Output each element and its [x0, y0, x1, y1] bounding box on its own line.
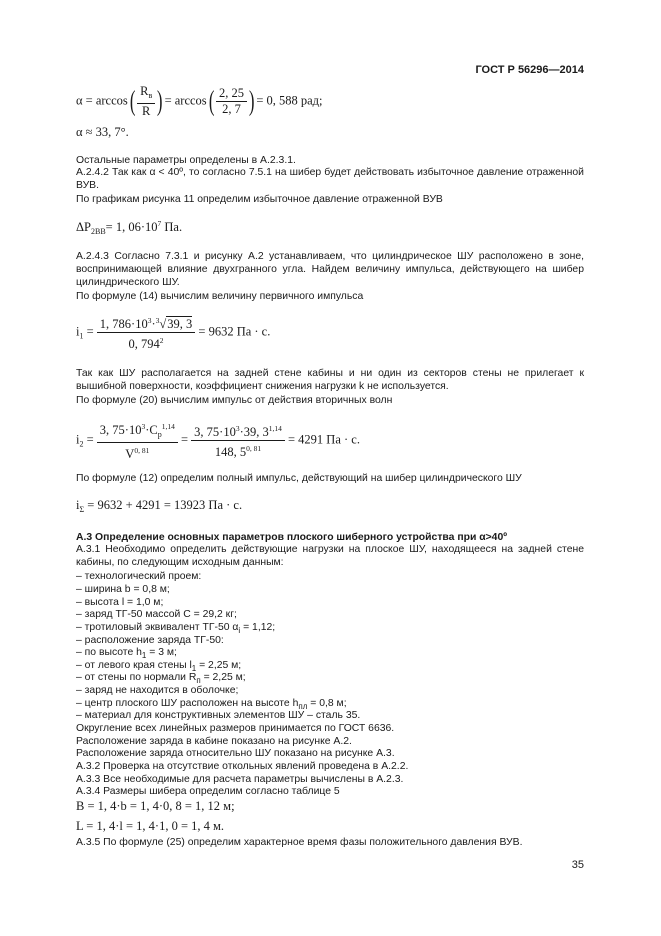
list-item: – заряд ТГ-50 массой C = 29,2 кг; — [76, 609, 237, 620]
list-item-tail: = 3 м; — [146, 647, 177, 658]
i1-result: = 9632 Па · с. — [198, 324, 271, 339]
list-item-text: – тротиловый эквивалент ТГ-50 α — [76, 622, 239, 633]
subscript: п — [196, 676, 201, 685]
exponent: 0, 81 — [246, 444, 262, 453]
numerator-part: ·39, 3 — [239, 425, 269, 439]
alpha-approx: α ≈ 33, 7°. — [76, 125, 129, 139]
paragraph: По формуле (20) вычислим импульс от действия вторичных волн — [76, 395, 393, 406]
paren-right: ) — [157, 85, 163, 117]
paragraph: Так как ШУ располагается на задней стене кабины и ни один из секторов стены не прилегает к вышибной поверхности, коэффициент снижения нагрузки k не используется. — [76, 368, 584, 392]
fraction-denominator: V — [125, 447, 135, 461]
fraction-values — [216, 86, 247, 117]
fraction-i1 — [97, 313, 195, 352]
list-item: – расположение заряда ТГ-50: — [76, 635, 224, 646]
paragraph: Округление всех линейных размеров принимается по ГОСТ 6636. — [76, 723, 395, 734]
paragraph: А.2.4.2 Так как α < 40º, то согласно 7.5.1 на шибер будет действовать избыточное давление отраженной ВУВ. — [76, 167, 584, 191]
numerator-part: 3, 75·10 — [99, 423, 142, 437]
impulse-2-formula: $i_2$ = $\frac{3, 75\cdot 10^3\cdot C_p^{1,14}}{V^{0, 81}}$ = $\frac{3, 75\cdot 10^3\cdot 39, 3^{1,14}}{148, 5^{0, 81}}$ = 4291 Па · с. — [76, 419, 360, 462]
list-item-text: – по высоте h — [76, 647, 142, 658]
dp-value: = 1, 06·10 — [105, 220, 158, 234]
paragraph: А.3.5 По формуле (25) определим характерное время фазы положительного давления ВУВ. — [76, 837, 523, 848]
list-item: – ширина b = 0,8 м; — [76, 584, 170, 595]
alpha-lhs: α = arccos — [76, 93, 128, 108]
fraction-r-ratio — [137, 84, 155, 119]
exponent: 0, 81 — [134, 446, 150, 455]
height-formula: L = 1, 4·l = 1, 4·1, 0 = 1, 4 м. — [76, 819, 225, 833]
subscript: p — [157, 430, 162, 439]
list-item: – высота l = 1,0 м; — [76, 597, 164, 608]
numerator-part: ·C — [145, 423, 158, 437]
exponent: 3 — [141, 422, 146, 431]
section-heading: А.3 Определение основных параметров плоского шиберного устройства при α>40º — [76, 532, 508, 543]
fraction-denominator: R — [142, 104, 151, 118]
subscript: 1 — [79, 331, 84, 341]
paren-right: ) — [248, 85, 255, 117]
exponent: 2 — [159, 336, 164, 345]
i2-result: = 4291 Па · с. — [288, 432, 360, 447]
subscript: 1 — [191, 664, 197, 673]
impulse-sum-formula — [76, 498, 242, 514]
fraction-denominator: 2, 7 — [222, 102, 241, 116]
list-item: – технологический проем: — [76, 571, 202, 582]
fraction-denominator: 0, 794 — [128, 337, 160, 351]
exponent: 3 — [147, 316, 152, 325]
alpha-mid: = arccos — [164, 93, 207, 108]
list-item-text: – центр плоского ШУ расположен на высоте h — [76, 698, 299, 709]
paragraph: А.3.2 Проверка на отсутствие откольных явлений проведена в А.2.2. — [76, 761, 409, 772]
subscript: 2 — [79, 439, 84, 449]
exponent: 7 — [157, 219, 162, 228]
numerator-part: 1, 786·10 — [99, 317, 148, 331]
paragraph: А.2.4.3 Согласно 7.3.1 и рисунку А.2 устанавливаем, что цилиндрическое ШУ расположено в зоне, воспринимающей влияние двухгранного угла. Найдем величину импульса, действующего на шибер цилиндрического ШУ. — [76, 251, 584, 288]
subscript: 2ВВ — [91, 227, 106, 236]
fraction-numerator: 2, 25 — [216, 86, 247, 102]
paragraph: По графикам рисунка 11 определим избыточное давление отраженной ВУВ — [76, 194, 443, 205]
paragraph: Расположение заряда относительно ШУ показано на рисунке А.3. — [76, 748, 395, 759]
exponent: 1,14 — [268, 424, 282, 433]
fraction-i2-values — [191, 421, 285, 460]
subscript: Σ — [79, 505, 85, 514]
fraction-i2-general — [97, 419, 178, 462]
list-item-tail: = 2,25 м; — [196, 660, 242, 671]
pressure-formula — [76, 219, 182, 236]
list-item: – заряд не находится в оболочке; — [76, 685, 239, 696]
alpha-result: = 0, 588 рад; — [256, 93, 323, 108]
exponent: 1,14 — [161, 422, 175, 431]
standard-header: ГОСТ Р 56296—2014 — [475, 64, 584, 76]
paren-left: ( — [129, 85, 136, 117]
paragraph: По формуле (12) определим полный импульс, действующий на шибер цилиндрического ШУ — [76, 473, 522, 484]
i1-lhs: i — [76, 324, 80, 339]
subscript: в — [148, 91, 153, 100]
isum-lhs: i — [76, 498, 80, 512]
paragraph: По формуле (14) вычислим величину первичного импульса — [76, 291, 364, 302]
list-item-tail: = 1,12; — [240, 622, 276, 633]
subscript: 1 — [141, 651, 147, 660]
exponent: 3 — [235, 424, 240, 433]
isum-result: = 9632 + 4291 = 13923 Па · с. — [87, 498, 243, 512]
dp-lhs: ΔP — [76, 220, 91, 234]
list-item-tail: = 2,25 м; — [200, 672, 246, 683]
i2-lhs: i — [76, 432, 80, 447]
subscript: i — [238, 626, 241, 635]
list-item-text: – от левого края стены l — [76, 660, 192, 671]
paragraph: А.3.1 Необходимо определить действующие нагрузки на плоское ШУ, находящееся на задней стене кабины, по следующим исходным данным: — [76, 544, 584, 568]
paragraph: А.3.3 Все необходимые для расчета параметры вычислены в А.2.3. — [76, 774, 404, 785]
width-formula: B = 1, 4·b = 1, 4·0, 8 = 1, 12 м; — [76, 799, 235, 813]
paren-left: ( — [208, 85, 215, 117]
numerator-part: 3, 75·10 — [194, 425, 236, 439]
radicand: 39, 3 — [167, 317, 193, 331]
paragraph: А.3.4 Размеры шибера определим согласно таблице 5 — [76, 786, 340, 797]
list-item-text: – от стены по нормали R — [76, 672, 197, 683]
impulse-1-formula: $i_1$ = $\frac{1, 786\cdot 10^3\cdot^3√39, 3}{0, 794^2}$ = 9632 Па · с. — [76, 313, 270, 352]
dot-operator: · — [151, 317, 156, 331]
fraction-numerator: R — [140, 84, 149, 98]
list-item: – материал для конструктивных элементов ШУ – сталь 35. — [76, 710, 361, 721]
fraction-denominator: 148, 5 — [214, 445, 247, 459]
dp-unit: Па. — [161, 220, 183, 234]
subscript: пл — [298, 702, 308, 711]
alpha-formula — [76, 84, 323, 119]
paragraph: Расположение заряда в кабине показано на рисунке А.2. — [76, 736, 352, 747]
list-item-tail: = 0,8 м; — [307, 698, 347, 709]
page-number: 35 — [571, 859, 584, 871]
radical-sign: √ — [159, 317, 167, 331]
paragraph: Остальные параметры определены в А.2.3.1. — [76, 155, 296, 166]
root-index: 3 — [155, 316, 160, 325]
